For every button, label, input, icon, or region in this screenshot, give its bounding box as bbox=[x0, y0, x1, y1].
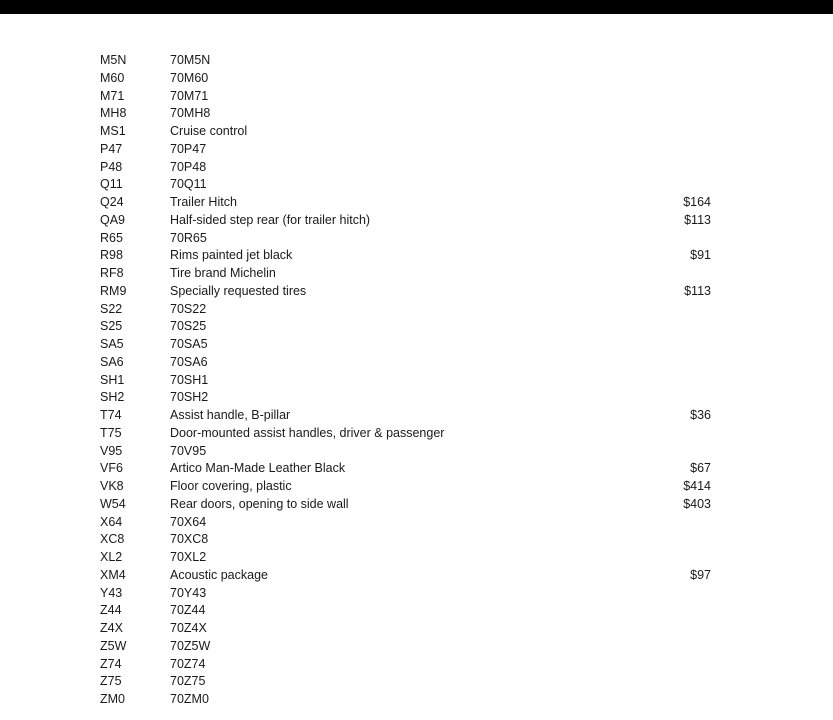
option-description: 70X64 bbox=[170, 514, 207, 529]
option-code: QA9 bbox=[100, 212, 126, 227]
option-row bbox=[0, 620, 833, 638]
option-row bbox=[0, 354, 833, 372]
option-description: Specially requested tires bbox=[170, 283, 307, 298]
option-code: R98 bbox=[100, 248, 123, 263]
option-price: $113 bbox=[684, 212, 711, 227]
option-code: Z4X bbox=[100, 621, 123, 635]
option-row bbox=[0, 336, 833, 354]
option-row bbox=[0, 585, 833, 603]
option-code: R65 bbox=[100, 230, 123, 245]
option-row bbox=[0, 301, 833, 319]
option-description: 70Z44 bbox=[170, 603, 206, 618]
option-row bbox=[0, 230, 833, 248]
option-description: 70SH2 bbox=[170, 390, 209, 405]
option-code: P47 bbox=[100, 141, 123, 156]
option-code: Q24 bbox=[100, 195, 124, 209]
option-description: Rear doors, opening to side wall bbox=[170, 496, 349, 511]
option-row bbox=[0, 478, 833, 496]
option-row bbox=[0, 656, 833, 674]
option-code: Q11 bbox=[100, 177, 123, 192]
option-description: 70SH1 bbox=[170, 372, 209, 387]
option-description: 70S22 bbox=[170, 301, 207, 316]
option-description: 70ZM0 bbox=[170, 692, 209, 706]
option-description: Half-sided step rear (for trailer hitch) bbox=[170, 212, 371, 227]
option-row bbox=[0, 638, 833, 656]
option-code: MS1 bbox=[100, 124, 126, 138]
option-price: $414 bbox=[683, 479, 711, 493]
option-row bbox=[0, 283, 833, 301]
option-code: X64 bbox=[100, 514, 123, 529]
option-description: 70Q11 bbox=[170, 177, 207, 192]
option-code: XM4 bbox=[100, 567, 126, 582]
option-code: S22 bbox=[100, 301, 123, 316]
option-description: 70Z4X bbox=[170, 621, 207, 635]
option-description: 70Z5W bbox=[170, 638, 211, 653]
option-row bbox=[0, 425, 833, 443]
option-row bbox=[0, 194, 833, 212]
option-code: XL2 bbox=[100, 550, 123, 564]
option-row bbox=[0, 531, 833, 549]
option-code: ZM0 bbox=[100, 692, 125, 706]
option-row bbox=[0, 602, 833, 620]
option-description: Rims painted jet black bbox=[170, 248, 293, 263]
option-row bbox=[0, 460, 833, 478]
option-description: Trailer Hitch bbox=[170, 195, 237, 209]
option-code: M5N bbox=[100, 53, 127, 67]
option-code: SH1 bbox=[100, 372, 125, 387]
option-price: $164 bbox=[683, 195, 711, 209]
option-row bbox=[0, 88, 833, 106]
option-row bbox=[0, 247, 833, 265]
option-row bbox=[0, 159, 833, 177]
option-description: 70M60 bbox=[170, 70, 209, 85]
option-price: $97 bbox=[690, 567, 711, 582]
option-price: $113 bbox=[684, 283, 711, 298]
option-code: Z44 bbox=[100, 603, 122, 618]
option-description: Door-mounted assist handles, driver & passenger bbox=[170, 425, 445, 440]
option-row bbox=[0, 123, 833, 141]
option-description: 70MH8 bbox=[170, 106, 211, 121]
option-description: 70V95 bbox=[170, 443, 207, 458]
option-row bbox=[0, 496, 833, 514]
option-description: 70SA5 bbox=[170, 337, 208, 351]
option-row bbox=[0, 212, 833, 230]
option-description: 70M5N bbox=[170, 53, 211, 67]
option-description: Tire brand Michelin bbox=[170, 266, 276, 280]
option-code: T74 bbox=[100, 408, 122, 422]
option-code: Z5W bbox=[100, 638, 127, 653]
option-description: 70Z74 bbox=[170, 656, 206, 671]
option-code: RM9 bbox=[100, 283, 127, 298]
option-row bbox=[0, 318, 833, 336]
option-row bbox=[0, 691, 833, 709]
option-code: V95 bbox=[100, 443, 123, 458]
option-row bbox=[0, 372, 833, 390]
option-row bbox=[0, 567, 833, 585]
option-code: P48 bbox=[100, 159, 123, 174]
option-row bbox=[0, 265, 833, 283]
option-row bbox=[0, 141, 833, 159]
option-description: 70XC8 bbox=[170, 532, 209, 547]
option-code: VF6 bbox=[100, 461, 123, 476]
option-row bbox=[0, 52, 833, 70]
option-code: W54 bbox=[100, 496, 126, 511]
option-code: RF8 bbox=[100, 266, 124, 280]
option-code: XC8 bbox=[100, 532, 125, 547]
option-description: 70P47 bbox=[170, 141, 207, 156]
option-description: Floor covering, plastic bbox=[170, 479, 292, 493]
option-price: $91 bbox=[690, 248, 711, 263]
option-code: Z74 bbox=[100, 656, 122, 671]
option-row bbox=[0, 407, 833, 425]
option-description: 70S25 bbox=[170, 319, 207, 334]
option-description: 70R65 bbox=[170, 230, 207, 245]
option-description: 70Y43 bbox=[170, 585, 207, 600]
option-row bbox=[0, 514, 833, 532]
option-row bbox=[0, 673, 833, 691]
option-price: $403 bbox=[683, 496, 711, 511]
option-description: Assist handle, B-pillar bbox=[170, 408, 291, 422]
option-description: Acoustic package bbox=[170, 567, 268, 582]
option-code: SA5 bbox=[100, 337, 124, 351]
option-code: T75 bbox=[100, 425, 122, 440]
option-row bbox=[0, 389, 833, 407]
option-code: SA6 bbox=[100, 354, 124, 369]
option-price: $67 bbox=[690, 461, 711, 476]
option-row bbox=[0, 443, 833, 461]
option-description: 70XL2 bbox=[170, 550, 207, 564]
option-code: VK8 bbox=[100, 479, 124, 493]
option-description: Artico Man-Made Leather Black bbox=[170, 461, 346, 476]
option-code: Y43 bbox=[100, 585, 123, 600]
option-code: S25 bbox=[100, 319, 123, 334]
option-description: 70SA6 bbox=[170, 354, 208, 369]
option-row bbox=[0, 105, 833, 123]
option-code: M71 bbox=[100, 88, 125, 103]
option-code: MH8 bbox=[100, 106, 127, 121]
option-code: M60 bbox=[100, 70, 125, 85]
option-code: Z75 bbox=[100, 674, 122, 689]
option-description: 70Z75 bbox=[170, 674, 206, 689]
option-row bbox=[0, 549, 833, 567]
option-description: 70P48 bbox=[170, 159, 207, 174]
option-code: SH2 bbox=[100, 390, 125, 405]
option-row bbox=[0, 176, 833, 194]
option-description: 70M71 bbox=[170, 88, 209, 103]
option-row bbox=[0, 70, 833, 88]
option-description: Cruise control bbox=[170, 124, 248, 138]
option-price: $36 bbox=[690, 408, 711, 422]
